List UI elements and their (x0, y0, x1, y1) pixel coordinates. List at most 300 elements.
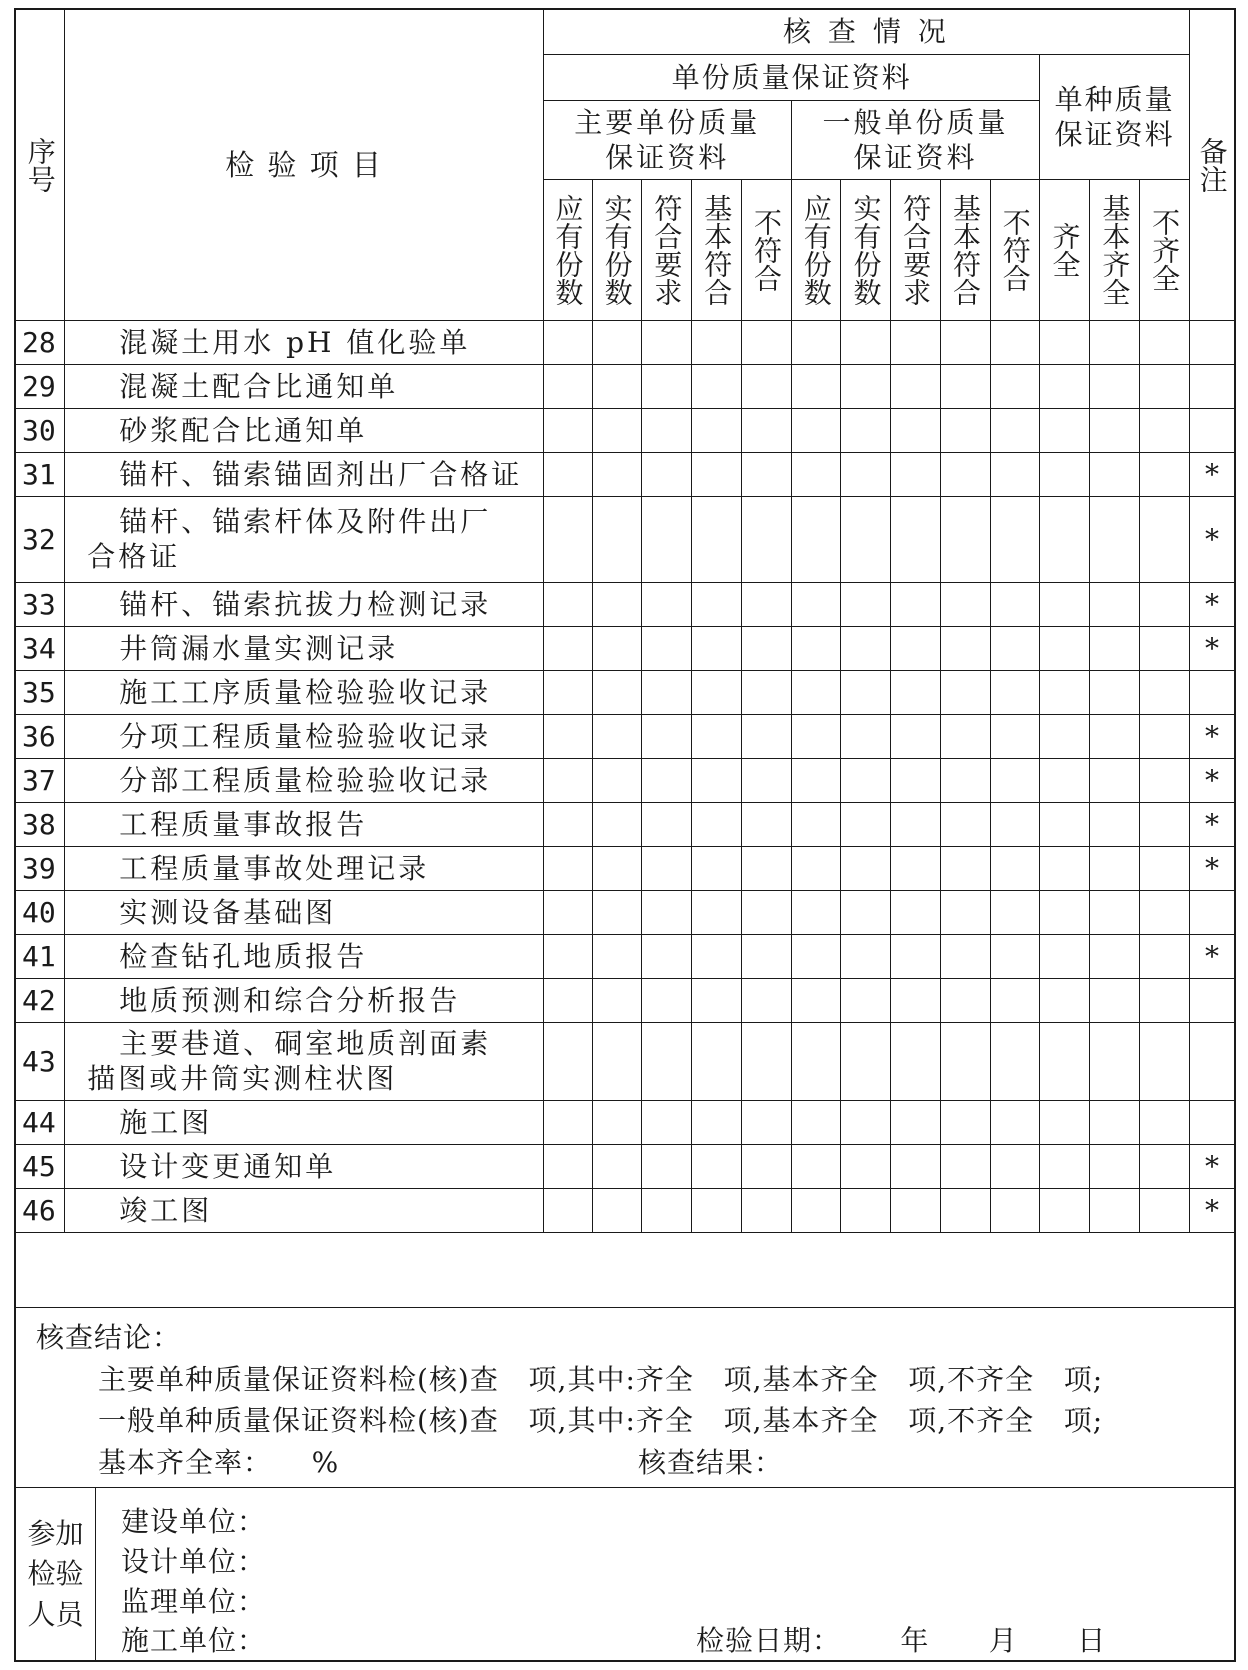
check-cell[interactable] (940, 714, 990, 758)
check-cell[interactable] (1040, 890, 1090, 934)
check-cell[interactable] (791, 320, 841, 364)
check-cell[interactable] (1040, 758, 1090, 802)
check-cell[interactable] (940, 1022, 990, 1100)
check-cell[interactable] (1140, 714, 1190, 758)
table-row (16, 1022, 1234, 1100)
check-cell[interactable] (692, 452, 742, 496)
check-cell[interactable] (940, 802, 990, 846)
participants-section (16, 1487, 1234, 1660)
check-cell[interactable] (543, 1144, 592, 1188)
check-cell[interactable] (741, 408, 791, 452)
row-remark (1189, 364, 1234, 408)
row-seq: 37 (16, 758, 65, 802)
check-cell[interactable] (1040, 1188, 1090, 1232)
check-cell[interactable] (543, 364, 592, 408)
check-cell[interactable] (1040, 364, 1090, 408)
check-cell[interactable] (642, 1100, 692, 1144)
check-cell[interactable] (692, 1144, 742, 1188)
check-cell[interactable] (990, 364, 1040, 408)
check-cell[interactable] (891, 496, 941, 582)
check-cell[interactable] (891, 1022, 941, 1100)
check-cell[interactable] (692, 758, 742, 802)
check-cell[interactable] (1040, 1022, 1090, 1100)
check-cell[interactable] (1040, 320, 1090, 364)
row-item-text: 混凝土配合比通知单 (119, 369, 399, 403)
check-cell[interactable] (592, 802, 642, 846)
check-cell[interactable] (642, 758, 692, 802)
check-cell[interactable] (592, 582, 642, 626)
check-cell[interactable] (1090, 496, 1140, 582)
check-cell[interactable] (592, 890, 642, 934)
check-cell[interactable] (543, 1188, 592, 1232)
check-cell[interactable] (1040, 714, 1090, 758)
table-row (16, 1144, 1234, 1188)
check-cell[interactable] (841, 670, 891, 714)
check-cell[interactable] (592, 934, 642, 978)
check-cell[interactable] (1140, 626, 1190, 670)
header-actual: 实有份数 (592, 179, 642, 320)
check-cell[interactable] (543, 802, 592, 846)
row-seq: 40 (16, 890, 65, 934)
check-cell[interactable] (990, 758, 1040, 802)
header-conform: 符合要求 (642, 179, 692, 320)
check-cell[interactable] (642, 452, 692, 496)
check-cell[interactable] (642, 320, 692, 364)
check-cell[interactable] (990, 890, 1040, 934)
check-cell[interactable] (791, 1188, 841, 1232)
check-cell[interactable] (1140, 364, 1190, 408)
check-cell[interactable] (891, 1100, 941, 1144)
check-cell[interactable] (1040, 802, 1090, 846)
check-cell[interactable] (1090, 714, 1140, 758)
check-cell[interactable] (1140, 408, 1190, 452)
check-cell[interactable] (592, 364, 642, 408)
check-cell[interactable] (543, 670, 592, 714)
check-cell[interactable] (940, 1188, 990, 1232)
check-cell[interactable] (642, 364, 692, 408)
check-cell[interactable] (940, 670, 990, 714)
check-cell[interactable] (692, 408, 742, 452)
check-cell[interactable] (592, 496, 642, 582)
check-cell[interactable] (543, 758, 592, 802)
check-cell[interactable] (791, 670, 841, 714)
check-cell[interactable] (891, 670, 941, 714)
check-cell[interactable] (990, 802, 1040, 846)
check-cell[interactable] (791, 758, 841, 802)
check-cell[interactable] (741, 496, 791, 582)
row-seq: 42 (16, 978, 65, 1022)
check-cell[interactable] (592, 758, 642, 802)
table-row (16, 452, 1234, 496)
check-cell[interactable] (1090, 890, 1140, 934)
check-cell[interactable] (1040, 408, 1090, 452)
row-seq: 28 (16, 320, 65, 364)
check-cell[interactable] (990, 496, 1040, 582)
check-cell[interactable] (891, 1144, 941, 1188)
check-cell[interactable] (543, 978, 592, 1022)
check-cell[interactable] (543, 408, 592, 452)
check-cell[interactable] (1140, 802, 1190, 846)
check-cell[interactable] (990, 408, 1040, 452)
check-cell[interactable] (791, 890, 841, 934)
conclusion-result: 核查结果： (638, 1446, 784, 1479)
check-cell[interactable] (692, 1188, 742, 1232)
check-cell[interactable] (940, 496, 990, 582)
check-cell[interactable] (940, 890, 990, 934)
check-cell[interactable] (940, 758, 990, 802)
check-cell[interactable] (940, 408, 990, 452)
check-cell[interactable] (891, 364, 941, 408)
check-cell[interactable] (1090, 452, 1140, 496)
row-item (65, 452, 544, 496)
check-cell[interactable] (692, 1100, 742, 1144)
check-cell[interactable] (841, 1188, 891, 1232)
check-cell[interactable] (741, 846, 791, 890)
check-cell[interactable] (592, 1144, 642, 1188)
check-cell[interactable] (940, 978, 990, 1022)
check-cell[interactable] (543, 626, 592, 670)
check-cell[interactable] (543, 846, 592, 890)
check-cell[interactable] (543, 320, 592, 364)
check-cell[interactable] (741, 758, 791, 802)
check-cell[interactable] (1090, 802, 1140, 846)
check-cell[interactable] (1140, 978, 1190, 1022)
check-cell[interactable] (1140, 934, 1190, 978)
check-cell[interactable] (741, 934, 791, 978)
header-should-2: 应有份数 (791, 179, 841, 320)
check-cell[interactable] (1140, 320, 1190, 364)
check-cell[interactable] (1040, 582, 1090, 626)
row-item-text: 竣工图 (119, 1193, 213, 1227)
row-item (65, 934, 544, 978)
check-cell[interactable] (891, 320, 941, 364)
check-cell[interactable] (1140, 1144, 1190, 1188)
check-cell[interactable] (841, 758, 891, 802)
check-cell[interactable] (642, 1022, 692, 1100)
check-cell[interactable] (741, 1100, 791, 1144)
check-cell[interactable] (990, 1144, 1040, 1188)
row-item (65, 846, 544, 890)
check-cell[interactable] (1040, 496, 1090, 582)
check-cell[interactable] (841, 846, 891, 890)
check-cell[interactable] (642, 934, 692, 978)
check-cell[interactable] (1140, 1022, 1190, 1100)
check-cell[interactable] (1040, 452, 1090, 496)
check-cell[interactable] (791, 452, 841, 496)
check-cell[interactable] (891, 1188, 941, 1232)
check-cell[interactable] (592, 714, 642, 758)
check-cell[interactable] (940, 1144, 990, 1188)
check-cell[interactable] (741, 1022, 791, 1100)
check-cell[interactable] (791, 364, 841, 408)
check-cell[interactable] (940, 1100, 990, 1144)
check-cell[interactable] (692, 582, 742, 626)
check-cell[interactable] (891, 846, 941, 890)
check-cell[interactable] (891, 758, 941, 802)
table-row (16, 714, 1234, 758)
inspection-date: 检验日期： 年 月 日 (696, 1624, 1107, 1657)
check-cell[interactable] (841, 582, 891, 626)
check-cell[interactable] (592, 978, 642, 1022)
check-cell[interactable] (841, 1100, 891, 1144)
check-cell[interactable] (841, 408, 891, 452)
check-cell[interactable] (642, 582, 692, 626)
row-item-text: 主要巷道、硐室地质剖面素 (119, 1027, 492, 1060)
check-cell[interactable] (990, 670, 1040, 714)
header-item: 检 验 项 目 (65, 10, 544, 320)
check-cell[interactable] (841, 978, 891, 1022)
check-cell[interactable] (692, 890, 742, 934)
check-cell[interactable] (1040, 1100, 1090, 1144)
check-cell[interactable] (841, 452, 891, 496)
check-cell[interactable] (940, 934, 990, 978)
check-cell[interactable] (642, 1188, 692, 1232)
check-cell[interactable] (543, 582, 592, 626)
check-cell[interactable] (841, 802, 891, 846)
check-cell[interactable] (592, 320, 642, 364)
check-cell[interactable] (592, 626, 642, 670)
check-cell[interactable] (841, 714, 891, 758)
check-cell[interactable] (741, 452, 791, 496)
check-cell[interactable] (990, 452, 1040, 496)
check-cell[interactable] (1090, 1022, 1140, 1100)
header-actual-2: 实有份数 (841, 179, 891, 320)
check-cell[interactable] (841, 320, 891, 364)
check-cell[interactable] (1090, 626, 1140, 670)
check-cell[interactable] (841, 1022, 891, 1100)
check-cell[interactable] (791, 1144, 841, 1188)
check-cell[interactable] (891, 802, 941, 846)
check-cell[interactable] (741, 582, 791, 626)
row-remark (1189, 978, 1234, 1022)
check-cell[interactable] (692, 978, 742, 1022)
check-cell[interactable] (940, 626, 990, 670)
check-cell[interactable] (841, 496, 891, 582)
check-cell[interactable] (940, 364, 990, 408)
check-cell[interactable] (1040, 670, 1090, 714)
check-cell[interactable] (990, 1100, 1040, 1144)
check-cell[interactable] (692, 496, 742, 582)
check-cell[interactable] (741, 802, 791, 846)
table-row (16, 364, 1234, 408)
check-cell[interactable] (891, 978, 941, 1022)
check-cell[interactable] (841, 626, 891, 670)
check-cell[interactable] (990, 626, 1040, 670)
check-cell[interactable] (543, 1022, 592, 1100)
check-cell[interactable] (1140, 1188, 1190, 1232)
check-cell[interactable] (990, 582, 1040, 626)
check-cell[interactable] (692, 802, 742, 846)
row-item-text: 检查钻孔地质报告 (119, 939, 368, 973)
check-cell[interactable] (543, 1100, 592, 1144)
row-item (65, 1022, 544, 1100)
check-cell[interactable] (1090, 1188, 1140, 1232)
check-cell[interactable] (1040, 626, 1090, 670)
row-item-text: 工程质量事故处理记录 (119, 851, 430, 885)
check-cell[interactable] (1140, 1100, 1190, 1144)
row-item (65, 582, 544, 626)
row-seq: 43 (16, 1022, 65, 1100)
row-seq: 39 (16, 846, 65, 890)
conclusion-section (16, 1307, 1234, 1487)
check-cell[interactable] (791, 496, 841, 582)
inspection-form (14, 8, 1236, 1662)
header-basic-conform-2: 基本符合 (940, 179, 990, 320)
table-row (16, 846, 1234, 890)
check-cell[interactable] (543, 714, 592, 758)
check-cell[interactable] (741, 714, 791, 758)
check-cell[interactable] (1090, 758, 1140, 802)
check-cell[interactable] (692, 1022, 742, 1100)
header-general-copy: 一般单份质量保证资料 (791, 100, 1040, 179)
check-cell[interactable] (791, 934, 841, 978)
header-remarks: 备注 (1189, 10, 1234, 320)
check-cell[interactable] (1090, 670, 1140, 714)
check-cell[interactable] (791, 582, 841, 626)
check-cell[interactable] (592, 408, 642, 452)
check-cell[interactable] (741, 670, 791, 714)
header-check-status: 核 查 情 况 (543, 10, 1189, 54)
check-cell[interactable] (592, 452, 642, 496)
check-cell[interactable] (692, 714, 742, 758)
check-cell[interactable] (1140, 496, 1190, 582)
check-cell[interactable] (543, 496, 592, 582)
check-cell[interactable] (642, 408, 692, 452)
row-remark: * (1189, 626, 1234, 670)
check-cell[interactable] (741, 364, 791, 408)
check-cell[interactable] (891, 934, 941, 978)
check-cell[interactable] (642, 890, 692, 934)
check-cell[interactable] (642, 670, 692, 714)
row-seq: 38 (16, 802, 65, 846)
check-cell[interactable] (1090, 1144, 1140, 1188)
check-cell[interactable] (791, 802, 841, 846)
check-cell[interactable] (990, 934, 1040, 978)
check-cell[interactable] (1090, 364, 1140, 408)
check-cell[interactable] (741, 978, 791, 1022)
row-remark: * (1189, 802, 1234, 846)
check-cell[interactable] (891, 626, 941, 670)
header-seq: 序号 (16, 10, 65, 320)
check-cell[interactable] (990, 320, 1040, 364)
check-cell[interactable] (592, 1188, 642, 1232)
check-cell[interactable] (940, 846, 990, 890)
check-cell[interactable] (791, 626, 841, 670)
check-cell[interactable] (791, 846, 841, 890)
row-remark: * (1189, 1188, 1234, 1232)
check-cell[interactable] (592, 670, 642, 714)
check-cell[interactable] (940, 452, 990, 496)
check-cell[interactable] (1140, 890, 1190, 934)
check-cell[interactable] (642, 846, 692, 890)
check-cell[interactable] (1090, 1100, 1140, 1144)
row-item (65, 496, 544, 582)
check-cell[interactable] (891, 582, 941, 626)
row-remark: * (1189, 452, 1234, 496)
check-cell[interactable] (940, 320, 990, 364)
check-cell[interactable] (692, 670, 742, 714)
check-cell[interactable] (891, 890, 941, 934)
check-cell[interactable] (940, 582, 990, 626)
check-cell[interactable] (1040, 978, 1090, 1022)
check-cell[interactable] (1040, 1144, 1090, 1188)
check-cell[interactable] (1090, 582, 1140, 626)
check-cell[interactable] (642, 496, 692, 582)
check-cell[interactable] (1090, 408, 1140, 452)
check-cell[interactable] (791, 714, 841, 758)
check-cell[interactable] (841, 890, 891, 934)
check-cell[interactable] (841, 934, 891, 978)
check-cell[interactable] (741, 320, 791, 364)
check-cell[interactable] (990, 846, 1040, 890)
row-item-text: 施工工序质量检验验收记录 (119, 675, 492, 709)
check-cell[interactable] (1090, 320, 1140, 364)
check-cell[interactable] (990, 714, 1040, 758)
check-cell[interactable] (1140, 670, 1190, 714)
check-cell[interactable] (692, 364, 742, 408)
check-cell[interactable] (543, 452, 592, 496)
check-cell[interactable] (741, 626, 791, 670)
check-cell[interactable] (791, 408, 841, 452)
check-cell[interactable] (1090, 934, 1140, 978)
check-cell[interactable] (692, 934, 742, 978)
check-cell[interactable] (692, 626, 742, 670)
check-cell[interactable] (891, 408, 941, 452)
check-cell[interactable] (642, 626, 692, 670)
row-remark: * (1189, 846, 1234, 890)
check-cell[interactable] (543, 890, 592, 934)
row-seq: 30 (16, 408, 65, 452)
check-cell[interactable] (1140, 582, 1190, 626)
check-cell[interactable] (642, 802, 692, 846)
check-cell[interactable] (741, 1144, 791, 1188)
check-cell[interactable] (642, 978, 692, 1022)
check-cell[interactable] (1040, 846, 1090, 890)
check-cell[interactable] (741, 1188, 791, 1232)
check-cell[interactable] (592, 1022, 642, 1100)
check-cell[interactable] (1090, 978, 1140, 1022)
check-cell[interactable] (791, 978, 841, 1022)
row-remark (1189, 408, 1234, 452)
check-cell[interactable] (791, 1022, 841, 1100)
check-cell[interactable] (990, 1022, 1040, 1100)
check-cell[interactable] (1140, 846, 1190, 890)
check-cell[interactable] (990, 1188, 1040, 1232)
check-cell[interactable] (1140, 758, 1190, 802)
check-cell[interactable] (990, 978, 1040, 1022)
row-item-text: 砂浆配合比通知单 (119, 413, 368, 447)
check-cell[interactable] (692, 320, 742, 364)
check-cell[interactable] (642, 1144, 692, 1188)
check-cell[interactable] (891, 452, 941, 496)
construction-unit: 建设单位： (121, 1505, 267, 1538)
check-cell[interactable] (1140, 452, 1190, 496)
row-item (65, 1100, 544, 1144)
check-cell[interactable] (642, 714, 692, 758)
check-cell[interactable] (592, 1100, 642, 1144)
check-cell[interactable] (543, 934, 592, 978)
check-cell[interactable] (891, 714, 941, 758)
check-cell[interactable] (791, 1100, 841, 1144)
check-cell[interactable] (741, 890, 791, 934)
check-cell[interactable] (1040, 934, 1090, 978)
check-cell[interactable] (841, 364, 891, 408)
check-cell[interactable] (692, 846, 742, 890)
check-cell[interactable] (592, 846, 642, 890)
check-cell[interactable] (841, 1144, 891, 1188)
row-item (65, 364, 544, 408)
check-cell[interactable] (1090, 846, 1140, 890)
